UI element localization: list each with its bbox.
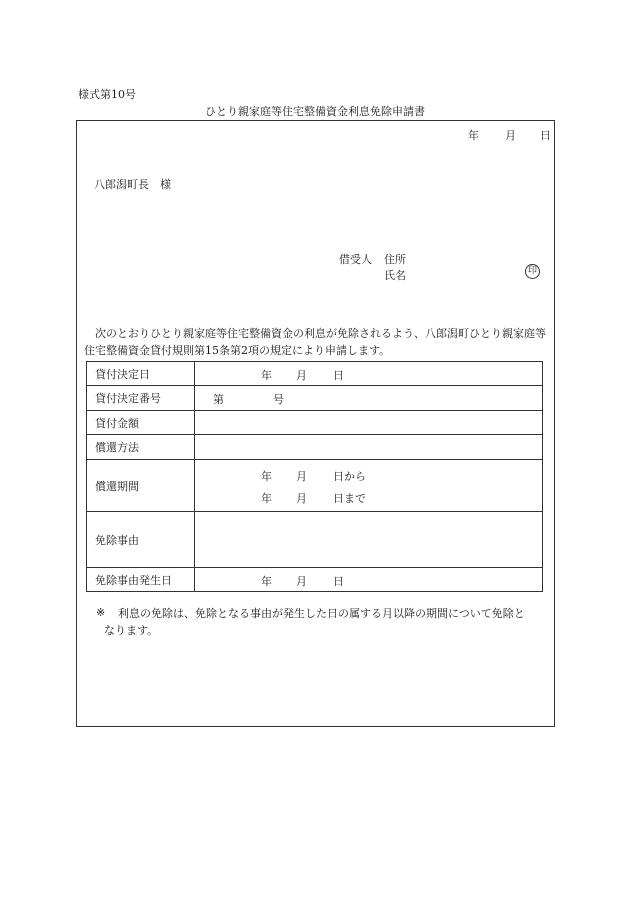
loan-decision-date-field[interactable] xyxy=(195,362,543,386)
note-text xyxy=(104,605,552,639)
loan-decision-number-label: 貸付決定番号 xyxy=(87,386,195,411)
date-year[interactable]: 年 xyxy=(468,129,479,142)
loan-decision-date-label: 貸付決定日 xyxy=(87,362,195,386)
from-day-unit: 日から xyxy=(333,470,366,483)
from-month-unit: 月 xyxy=(296,470,307,483)
loan-amount-label: 貸付金額 xyxy=(87,411,195,435)
exemption-reason-field[interactable] xyxy=(195,512,543,568)
year-unit: 年 xyxy=(261,575,272,588)
name-label: 氏名 xyxy=(384,269,406,282)
table-row xyxy=(87,512,543,568)
exemption-reason-label: 免除事由 xyxy=(87,512,195,568)
repayment-period-label: 償還期間 xyxy=(87,460,195,512)
loan-decision-number-field[interactable] xyxy=(195,386,543,411)
note-line-2: なります。 xyxy=(104,624,159,637)
repayment-method-label: 償還方法 xyxy=(87,435,195,460)
table-row xyxy=(87,568,543,592)
address-label: 住所 xyxy=(384,253,406,266)
to-month-unit: 月 xyxy=(296,492,307,505)
note-mark: ※ xyxy=(96,606,106,619)
number-prefix: 第 xyxy=(213,393,224,406)
to-year-unit: 年 xyxy=(261,492,272,505)
table-row xyxy=(87,411,543,435)
number-suffix: 号 xyxy=(273,393,284,406)
to-day-unit: 日まで xyxy=(333,492,366,505)
seal-icon: 印 xyxy=(525,264,540,279)
date-day[interactable]: 日 xyxy=(540,129,551,142)
form-number: 様式第10号 xyxy=(78,88,136,101)
form-title: ひとり親家庭等住宅整備資金利息免除申請書 xyxy=(205,105,425,118)
borrower-label: 借受人 xyxy=(339,253,372,266)
table-row xyxy=(87,386,543,411)
from-year-unit: 年 xyxy=(261,470,272,483)
day-unit: 日 xyxy=(333,369,344,382)
exemption-reason-date-label: 免除事由発生日 xyxy=(87,568,195,592)
exemption-reason-date-field[interactable] xyxy=(195,568,543,592)
date-month[interactable]: 月 xyxy=(505,129,516,142)
repayment-method-field[interactable] xyxy=(195,435,543,460)
year-unit: 年 xyxy=(261,369,272,382)
day-unit: 日 xyxy=(333,575,344,588)
note-line-1: 利息の免除は、免除となる事由が発生した日の属する月以降の期間について免除と xyxy=(118,607,525,620)
loan-details-table xyxy=(86,361,543,592)
month-unit: 月 xyxy=(296,369,307,382)
table-row xyxy=(87,435,543,460)
application-statement: 次のとおりひとり親家庭等住宅整備資金の利息が免除されるよう、八郎潟町ひとり親家庭等住宅整備資金貸付規則第15条第2項の規定により申請します。 xyxy=(84,327,546,357)
month-unit: 月 xyxy=(296,575,307,588)
loan-amount-field[interactable] xyxy=(195,411,543,435)
repayment-period-field[interactable] xyxy=(195,460,543,512)
table-row xyxy=(87,460,543,512)
table-row xyxy=(87,362,543,386)
addressee: 八郎潟町長 様 xyxy=(94,178,171,191)
